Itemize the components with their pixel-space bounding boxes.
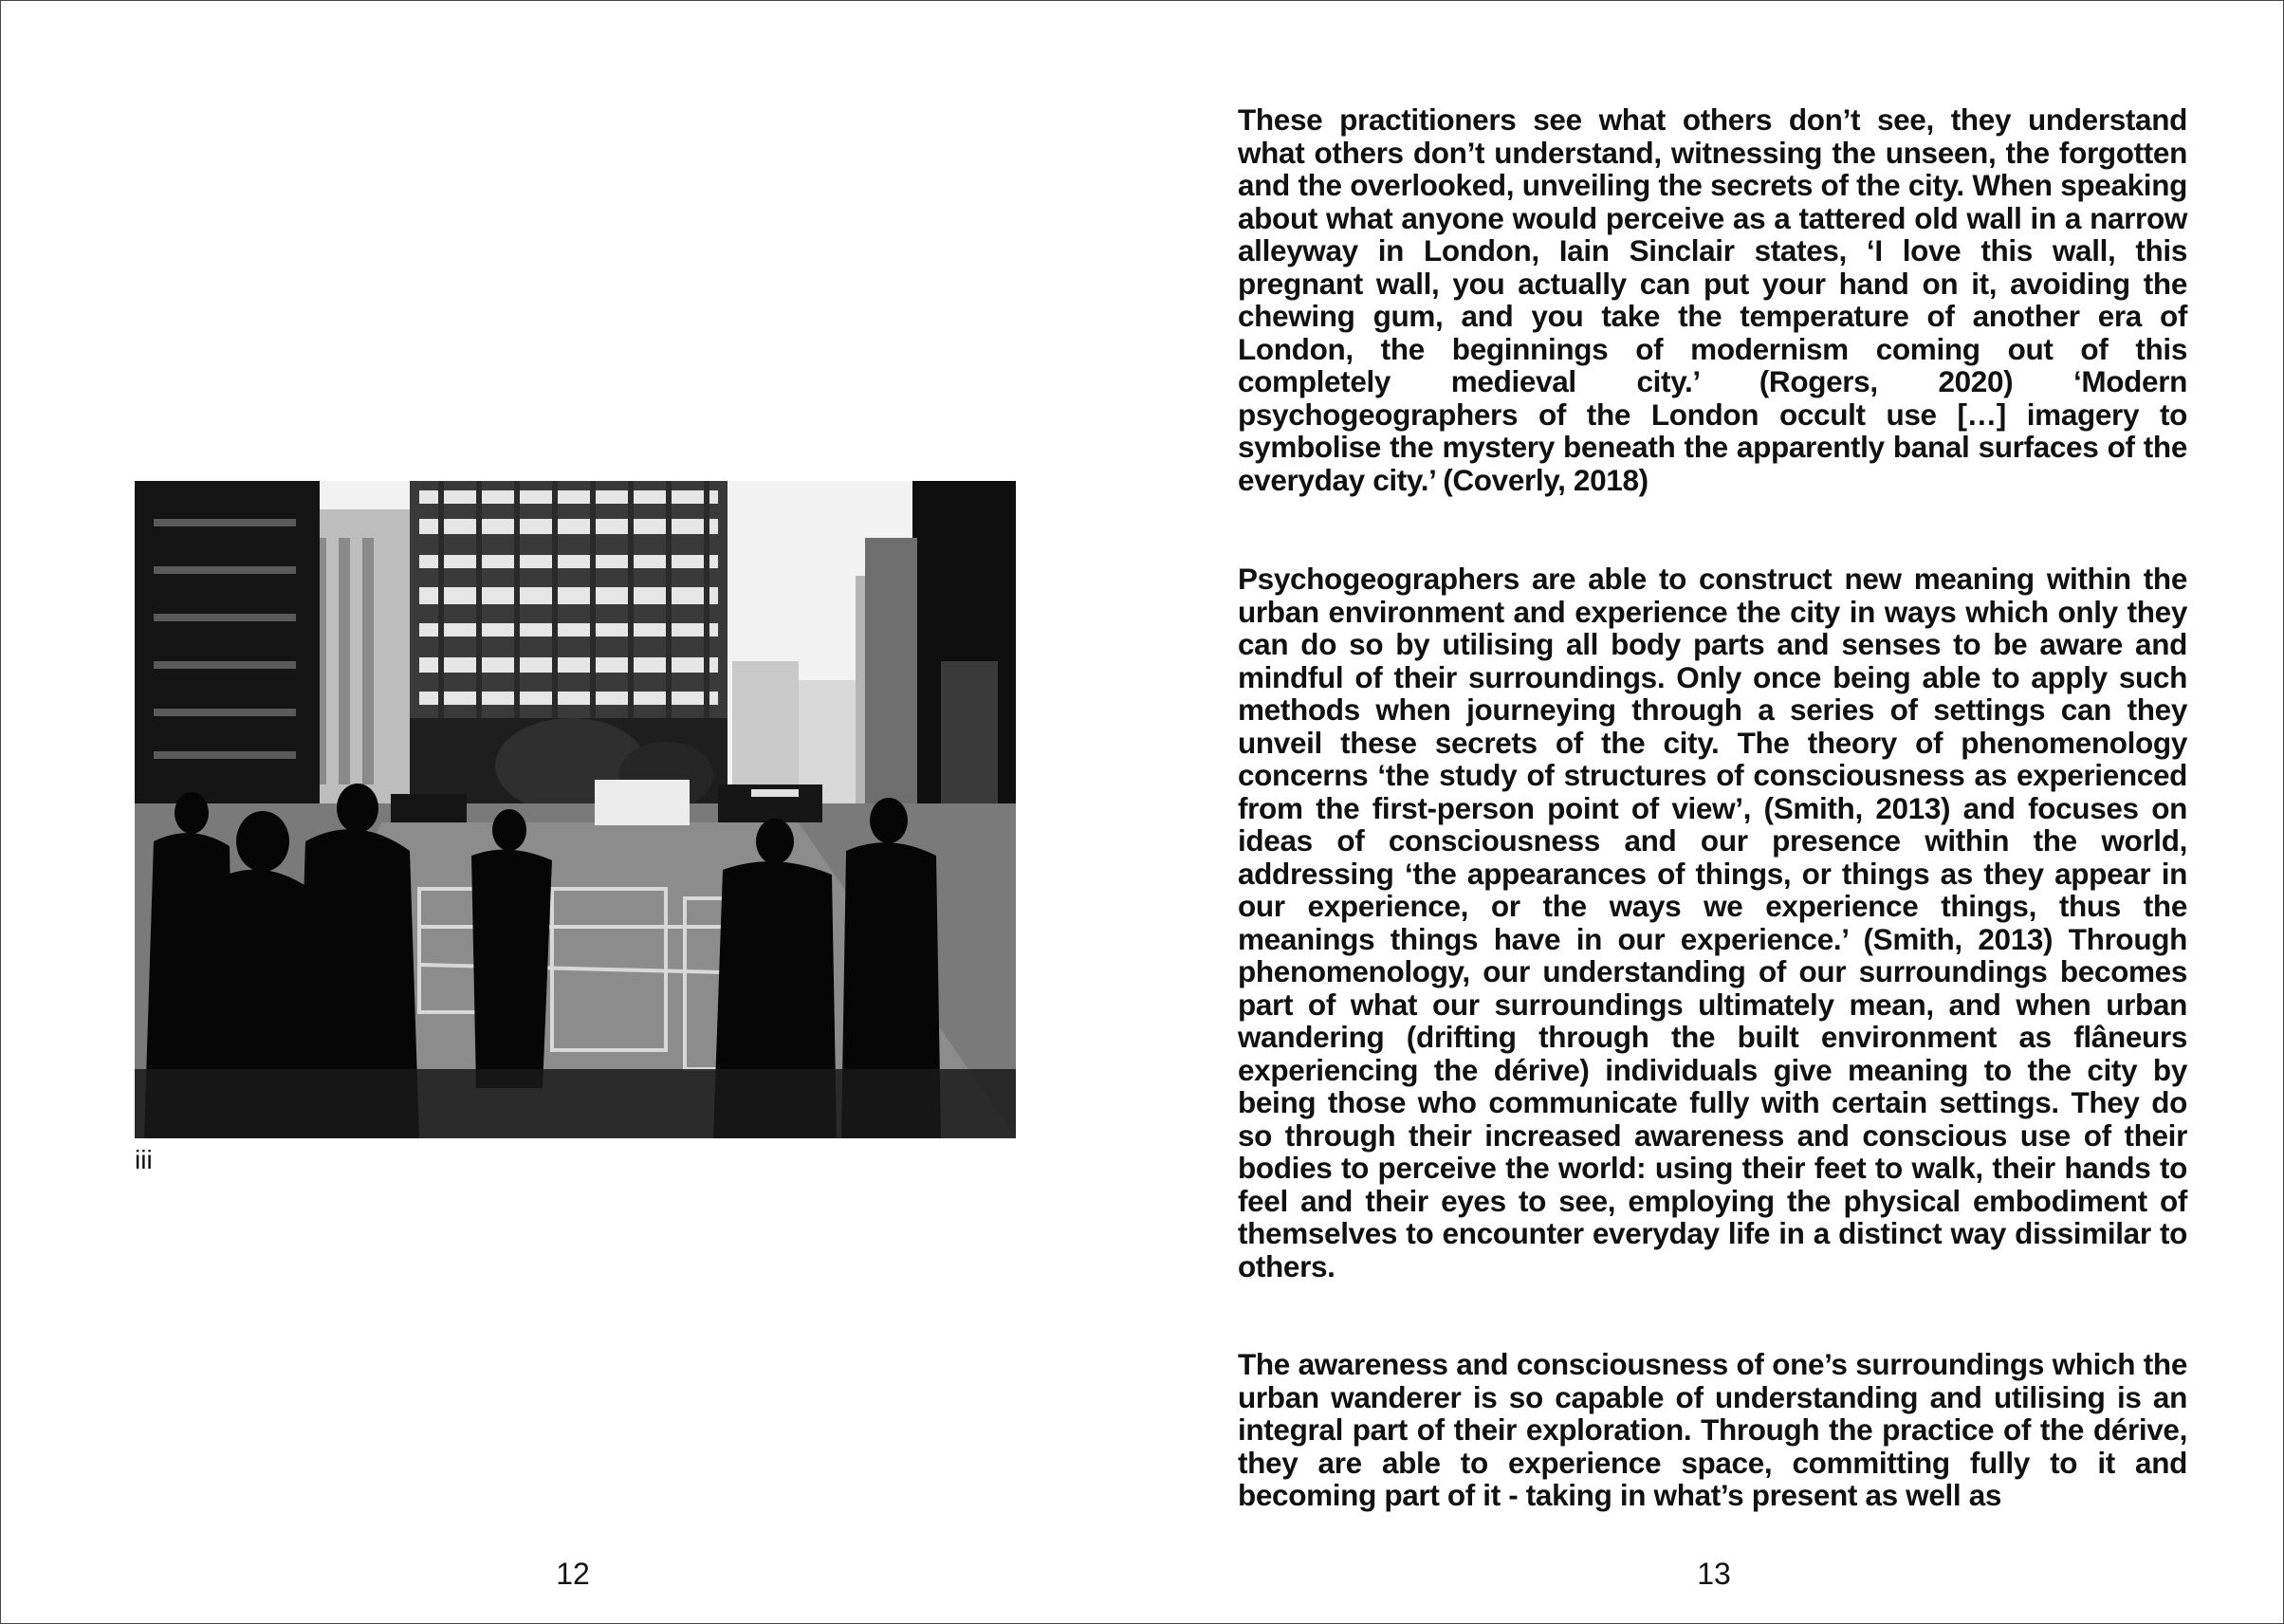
paragraph: The awareness and consciousness of one’s surroundings which the urban wanderer is so capable of understanding and utilising is an integral part of their exploration. Through the practice of the dérive, they are able to experience space, committing fully to it and becoming part of it - taking in what’s present as well as [1238,1347,2187,1512]
paragraph: These practitioners see what others don’t see, they understand what others don’t understand, witnessing the unseen, the forgotten and the overlooked, unveiling the secrets of the city. When speaking about what anyone would perceive as a tattered old wall in a narrow alleyway in London, Iain Sinclair states, ‘I love this wall, this pregnant wall, you actually can put your hand on it, avoiding the chewing gum, and you take the temperature of another era of London, the beginnings of modernism coming out of this completely medieval city.’ (Rogers, 2020) ‘Modern psychogeographers of the London occult use […] imagery to symbolise the mystery beneath the apparently banal surfaces of the everyday city.’ (Coverly, 2018) [1238,102,2187,497]
page-number-right: 13 [1697,1557,1731,1591]
paragraph: Psychogeographers are able to construct new meaning within the urban environment and experience the city in ways which only they can do so by utilising all body parts and senses to be aware and mindful of their surroundings. Only once being able to apply such methods when journeying through a series of settings can they unveil these secrets of the city. The theory of phenomenology concerns ‘the study of structures of consciousness as experienced from the first-person point of view’, (Smith, 2013) and focuses on ideas of consciousness and our presence within the world, addressing ‘the appearances of things, or things as they appear in our experience, or the ways we experience things, thus the meanings things have in our experience.’ (Smith, 2013) Through phenomenology, our understanding of our surroundings becomes part of what our surroundings ultimately mean, and when urban wandering (drifting through the built environment as flâneurs experiencing the dérive) individuals give meaning to the city by being those who communicate fully with certain settings. They do so through their increased awareness and conscious use of their bodies to perceive the world: using their feet to walk, their hands to feel and their eyes to see, employing the physical embodiment of themselves to encounter everyday life in a distinct way dissimilar to others. [1238,562,2187,1283]
page-number-left: 12 [556,1557,590,1591]
right-page [1142,1,2283,1623]
left-page [1,1,1142,1623]
figure-caption: iii [135,1145,153,1174]
street-photograph [135,481,1016,1138]
